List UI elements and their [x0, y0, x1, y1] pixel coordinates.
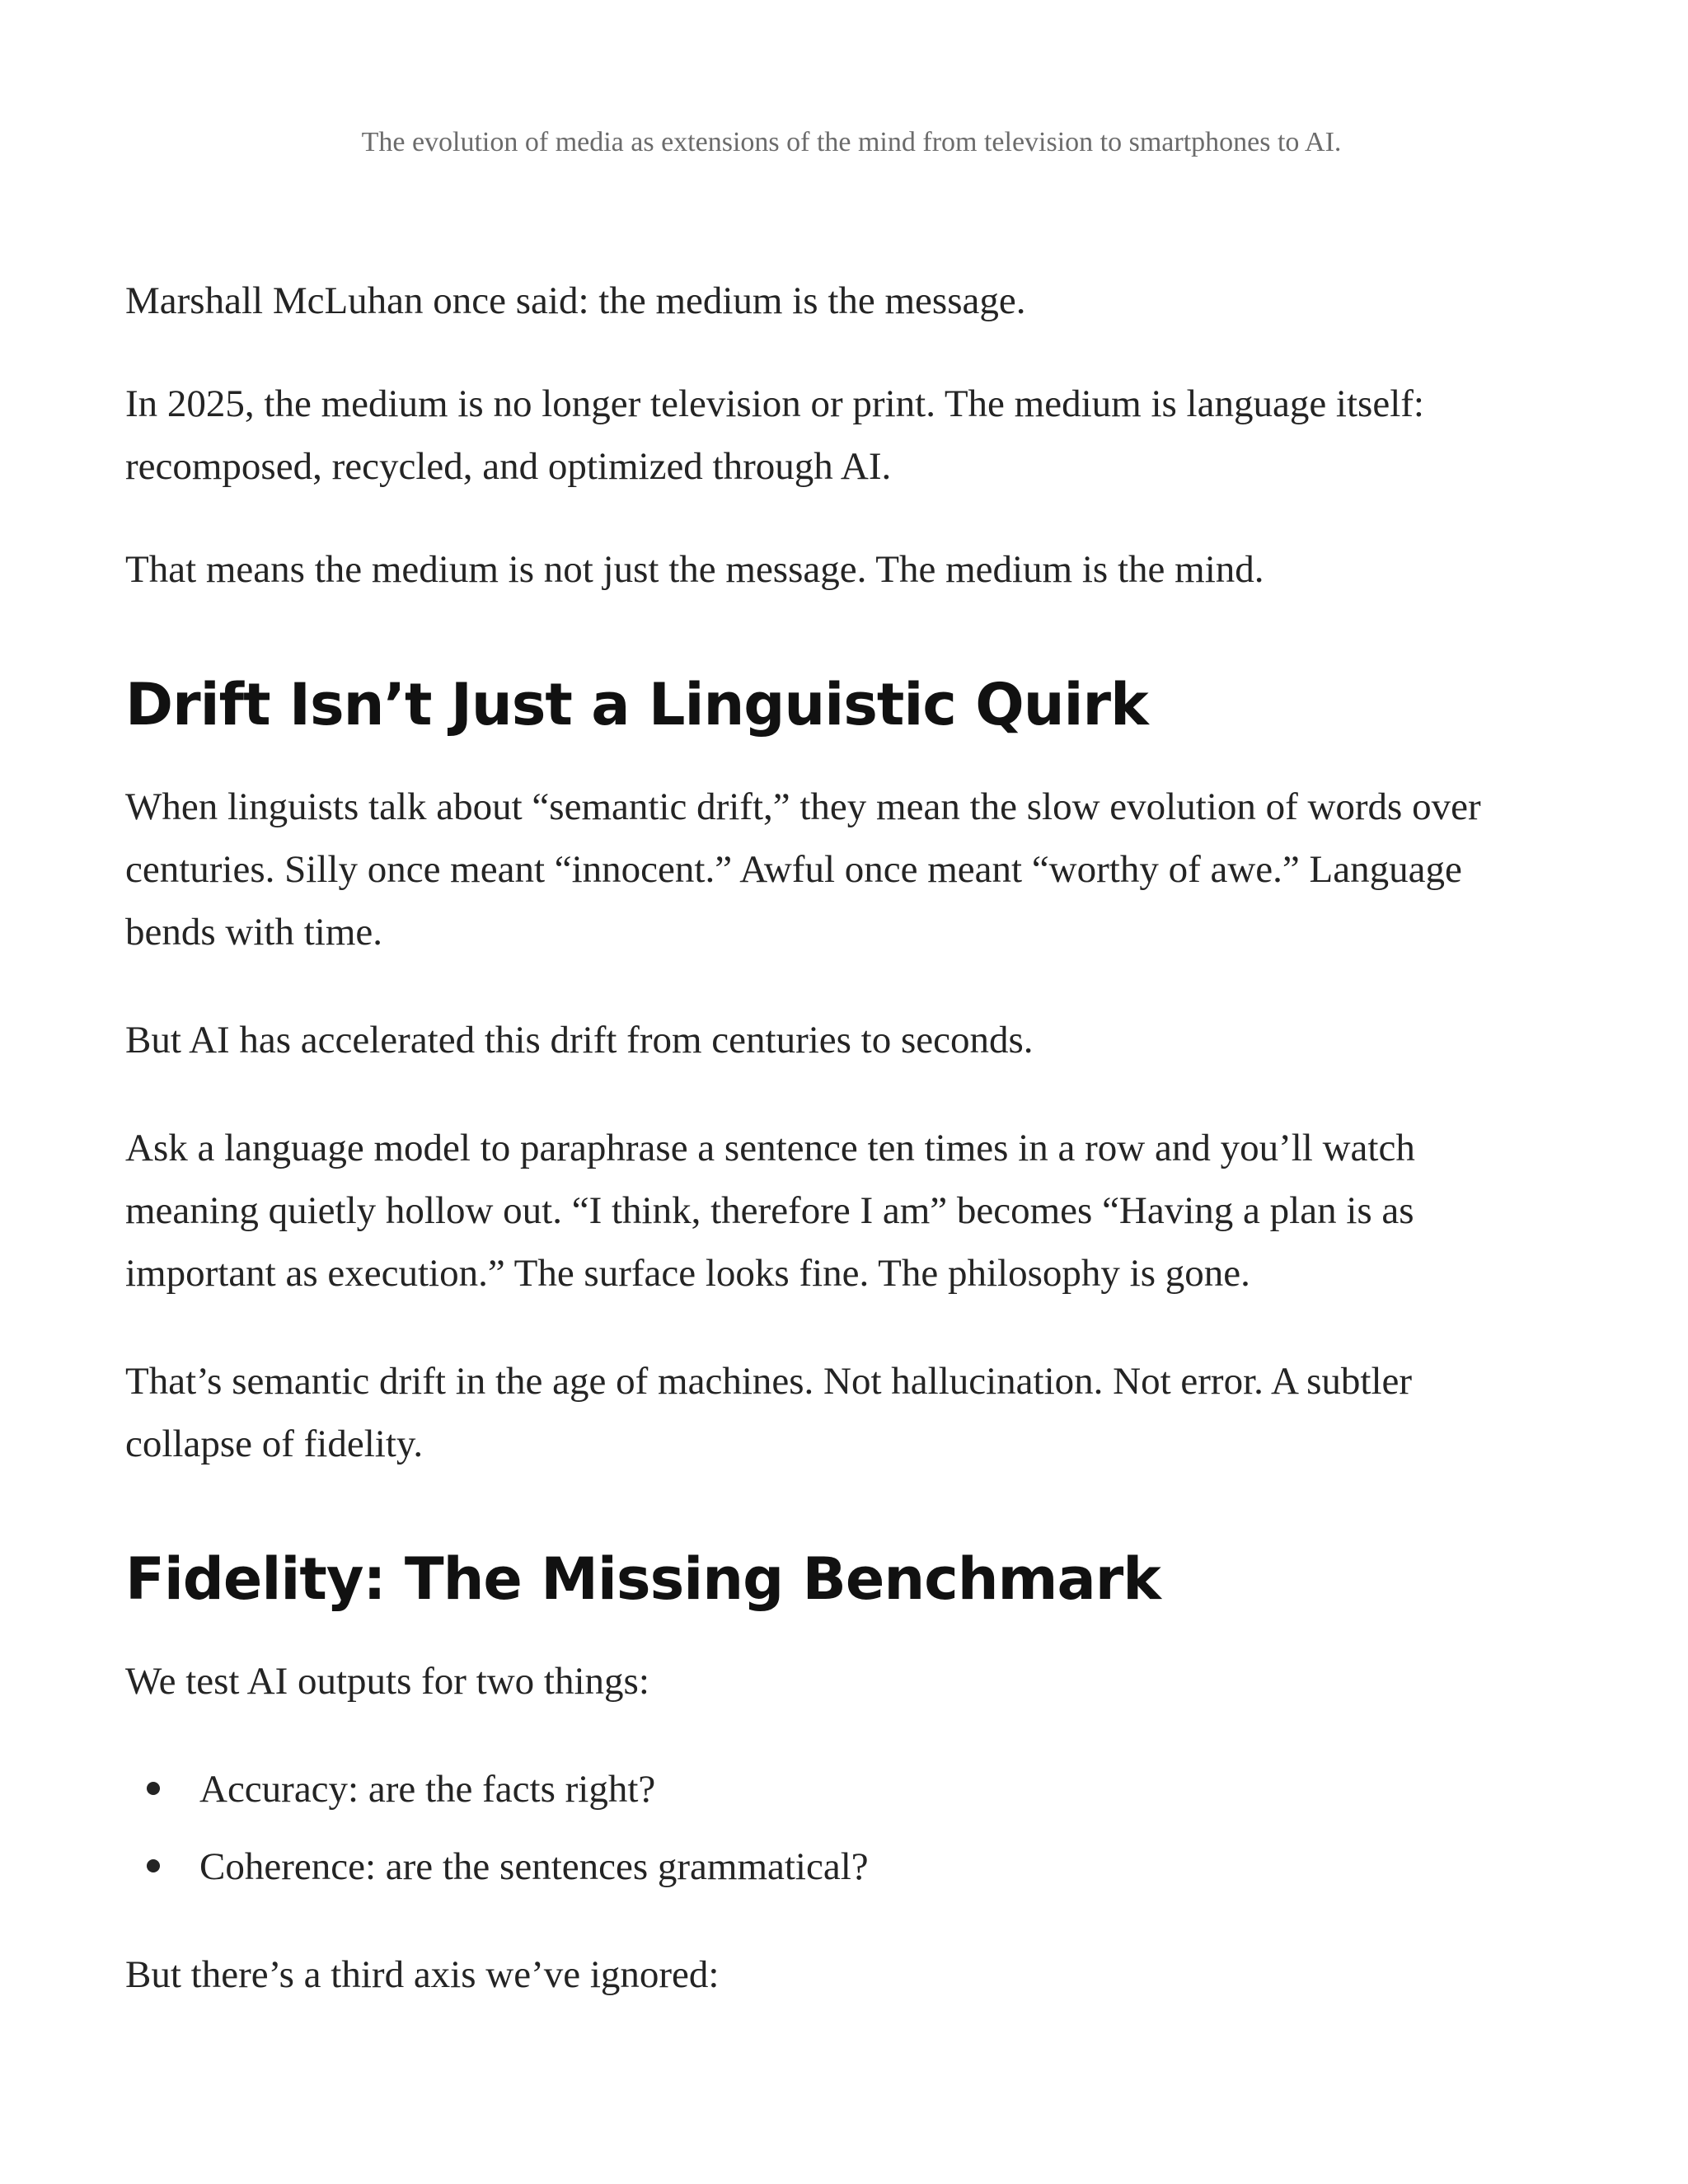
bullet-icon: [147, 1859, 160, 1872]
list-item-text: Accuracy: are the facts right?: [199, 1768, 656, 1811]
section-heading-fidelity: Fidelity: The Missing Benchmark: [125, 1545, 1160, 1613]
paragraph-line: meaning quietly hollow out. “I think, therefore I am” becomes “Having a plan is as: [125, 1189, 1414, 1232]
bullet-icon: [147, 1782, 160, 1795]
list-item-text: Coherence: are the sentences grammatical?: [199, 1845, 869, 1888]
fidelity-paragraph-2: But there’s a third axis we’ve ignored:: [125, 1953, 720, 1996]
drift-paragraph-1: [125, 776, 1563, 963]
paragraph-line: That’s semantic drift in the age of machines. Not hallucination. Not error. A subtler: [125, 1360, 1413, 1403]
intro-paragraph-2: [125, 373, 1563, 498]
drift-paragraph-2: But AI has accelerated this drift from centuries to seconds.: [125, 1019, 1034, 1062]
article-body: [125, 269, 1563, 2006]
paragraph-line: When linguists talk about “semantic drift,” they mean the slow evolution of words over: [125, 785, 1481, 828]
paragraph-line: collapse of fidelity.: [125, 1422, 424, 1465]
list-item: [125, 1758, 1563, 1821]
paragraph-line: Ask a language model to paraphrase a sentence ten times in a row and you’ll watch: [125, 1127, 1415, 1169]
image-caption: The evolution of media as extensions of the mind from television to smartphones to AI.: [361, 127, 1342, 157]
intro-paragraph-1: Marshall McLuhan once said: the medium is the message.: [125, 279, 1026, 322]
paragraph-line: recomposed, recycled, and optimized through AI.: [125, 445, 892, 488]
section-heading-drift: Drift Isn’t Just a Linguistic Quirk: [125, 671, 1148, 738]
test-criteria-list: [125, 1758, 1563, 1898]
paragraph-line: important as execution.” The surface looks fine. The philosophy is gone.: [125, 1252, 1250, 1295]
drift-paragraph-4: [125, 1350, 1563, 1475]
paragraph-line: centuries. Silly once meant “innocent.” Awful once meant “worthy of awe.” Language: [125, 848, 1462, 891]
paragraph-line: bends with time.: [125, 911, 382, 954]
intro-paragraph-3: That means the medium is not just the message. The medium is the mind.: [125, 548, 1264, 591]
fidelity-paragraph-1: We test AI outputs for two things:: [125, 1660, 649, 1703]
drift-paragraph-3: [125, 1117, 1563, 1305]
paragraph-line: In 2025, the medium is no longer television or print. The medium is language itself:: [125, 382, 1424, 425]
list-item: [125, 1835, 1563, 1898]
